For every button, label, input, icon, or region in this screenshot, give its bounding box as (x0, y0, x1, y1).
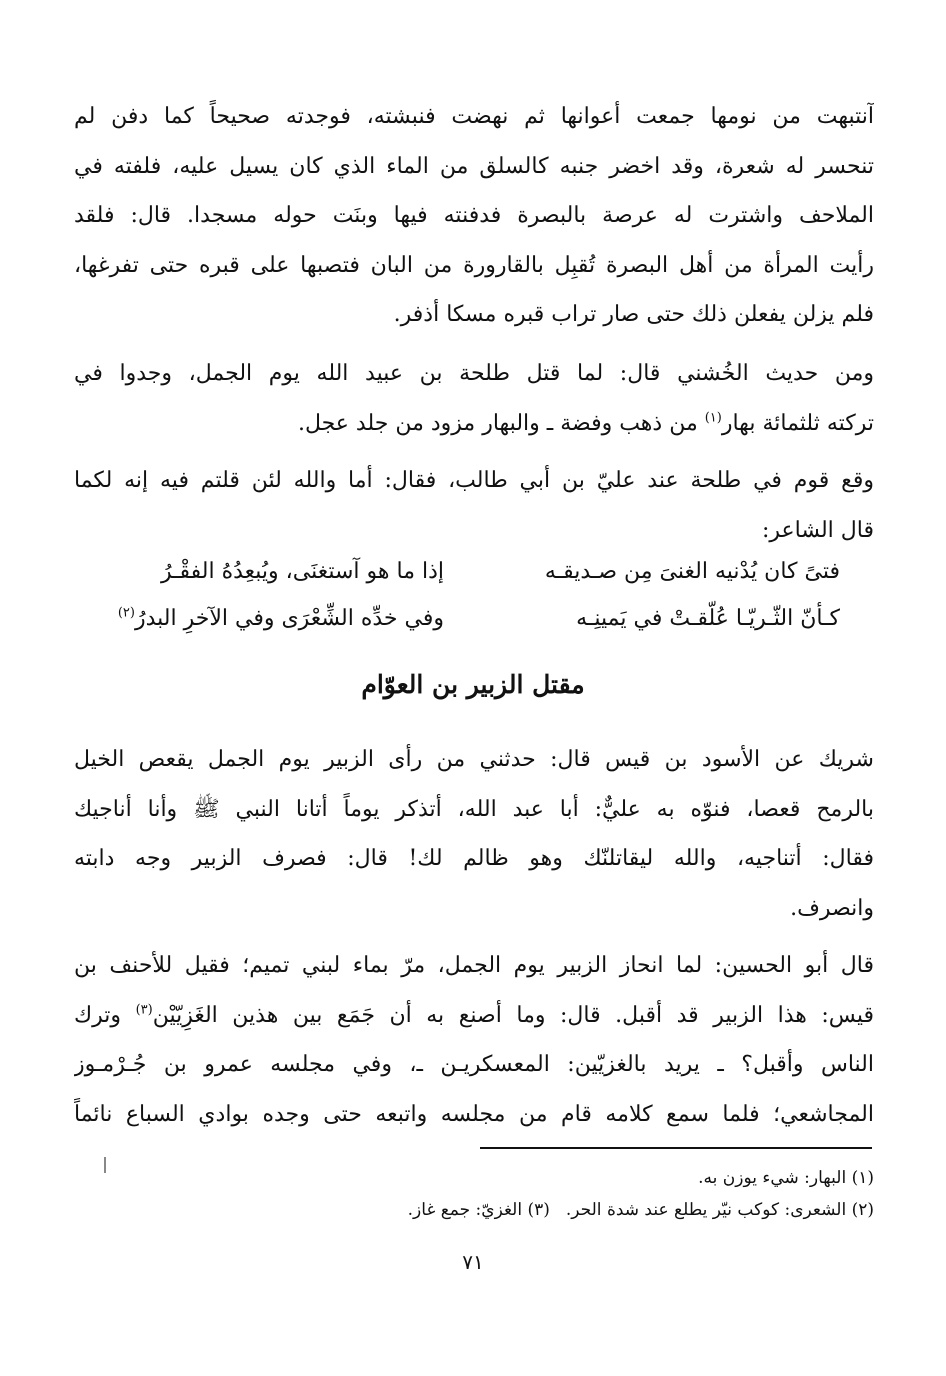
poem-verse (74, 548, 874, 595)
section-heading: مقتل الزبير بن العوّام (361, 670, 585, 699)
poem-hemistich: فتىً كان يُدْنيه الغنىَ مِن صـديقـه (544, 559, 840, 584)
poem-hemistich: إذا ما هو آستغنَى، ويُبعِدُهُ الفقْـرُ (160, 559, 444, 584)
text-line: قال أبو الحسين: لما انحاز الزبير يوم الجمل، مرّ بماء لبني تميم؛ فقيل للأحنف بن (74, 953, 874, 978)
text-fragment: وفي خدِّه الشِّعْرَى وفي الآخرِ البدرُ (134, 606, 444, 631)
text-fragment: تركته ثلثمائة بهار (721, 410, 874, 436)
text-line: المجاشعي؛ فلما سمع كلامه قام من مجلسه واتبعه حتى وجده بوادي السباع نائماً (74, 1101, 874, 1127)
paragraph-4 (74, 735, 874, 933)
footnote-marker-2: (٢) (117, 605, 135, 621)
paragraph-1 (74, 92, 874, 340)
text-fragment: وترك (74, 1002, 136, 1028)
text-line: فقال: أتناجيه، والله ليقاتلنّك وهو ظالم لك! قال: فصرف الزبير وجه دابته (74, 846, 874, 871)
footnote: (١) البهار: شيء يوزن به. (698, 1168, 874, 1188)
paragraph-5 (74, 941, 874, 1139)
footnote-marker-3: (٣) (135, 1002, 153, 1018)
text-line: شريك عن الأسود بن قيس قال: حدثني من رأى الزبير يوم الجمل يقعص الخيل (74, 747, 874, 772)
footnote-marker-1: (١) (704, 410, 722, 426)
text-line (74, 399, 874, 449)
text-line: وقع قوم في طلحة عند عليّ بن أبي طالب، فقال: أما والله لئن قلتم فيه إنه لكما (74, 468, 874, 493)
page-number: ٧١ (462, 1250, 484, 1274)
text-fragment: قيس: هذا الزبير قد أقبل. قال: وما أصنع به أن جَمَع بين هذين الغَزِيّيْن (152, 1002, 874, 1028)
footnote-row (74, 1194, 874, 1226)
poem (74, 548, 874, 642)
footnote-divider (480, 1147, 872, 1149)
text-line: آنتبهت من نومها جمعت أعوانها ثم نهضت فنبشته، فوجدته صحيحاً كما دفن لم (74, 104, 874, 129)
text-line (74, 991, 874, 1041)
footnote: (٣) الغزيّ: جمع غاز. (407, 1200, 550, 1220)
poem-hemistich: كـأنّ الثّـريّـا عُلّقـتْ في يَمينِـه (576, 606, 840, 631)
text-line: الملاحف واشترت له عرصة بالبصرة فدفنته فيها وبنَت حوله مسجدا. قال: فلقد (74, 203, 874, 228)
text-line: تنحسر له شعرة، وقد اخضر جنبه كالسلق من الماء الذي كان يسيل عليه، فلفته في (74, 153, 874, 179)
text-fragment: من ذهب وفضة ـ والبهار مزود من جلد عجل. (297, 410, 705, 436)
footnotes (74, 1162, 874, 1226)
paragraph-2 (74, 349, 874, 448)
paragraph-3 (74, 456, 874, 555)
text-line: الناس وأقبل؟ ـ يريد بالغزيّين: المعسكريـن ـ، وفي مجلسه عمرو بن جُـرْمـوز (74, 1052, 874, 1077)
text-line: ومن حديث الخُشني قال: لما قتل طلحة بن عبيد الله يوم الجمل، وجدوا في (74, 361, 874, 386)
text-line: فلم يزلن يفعلن ذلك حتى صار تراب قبره مسكا أذفر. (393, 302, 874, 327)
poem-verse (74, 595, 874, 642)
footnote: (٢) الشعرى: كوكب نيّر يطلع عند شدة الحر. (565, 1200, 874, 1220)
text-line: بالرمح قعصا، فنوّه به عليٌّ: أبا عبد الله، أتذكر يوماً أتانا النبي ﷺ وأنا أناجيك (74, 796, 874, 822)
poem-hemistich (74, 606, 474, 631)
text-line: رأيت المرأة من أهل البصرة تُقبِل بالقارورة من البان فتصبها على قبره حتى تفرغها، (74, 252, 874, 278)
text-line: وانصرف. (790, 895, 874, 921)
text-line: قال الشاعر: (761, 517, 874, 543)
